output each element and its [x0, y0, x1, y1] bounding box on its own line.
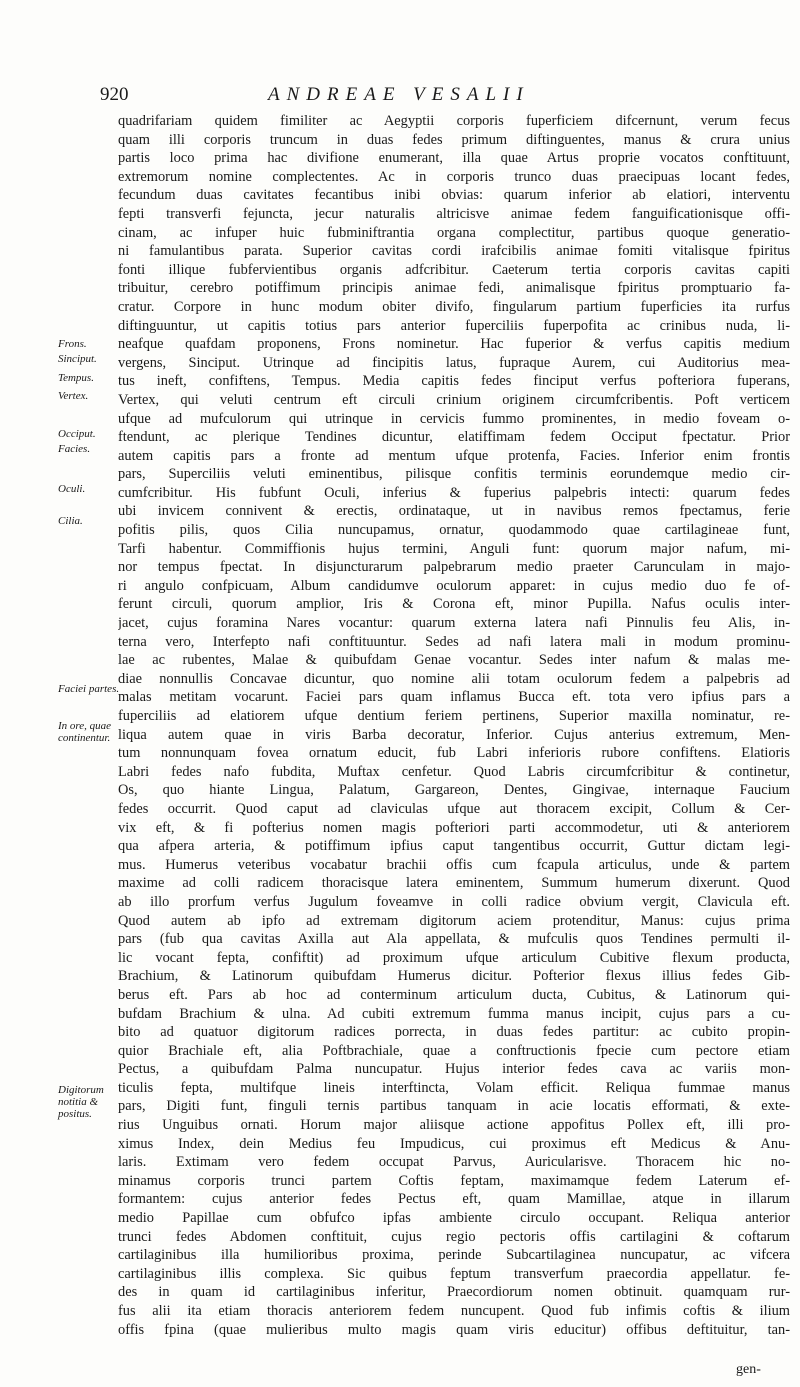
text-line: fepti transverfi fejuncta, jecur naturalis altricisve animae fedem fanguificationisque offi-: [118, 205, 790, 222]
text-line: pars, Digiti funt, finguli ternis partibus tanquam in acie locatis efformati, & exte-: [118, 1098, 790, 1115]
catchword: gen-: [736, 1362, 761, 1377]
text-line: mus. Humerus veteribus vocabatur brachii offis cum fcapula articulus, unde & partem: [118, 856, 790, 873]
text-line: Vertex, qui veluti centrum eft circuli crinium originem circumfcribentis. Poft verticem: [118, 391, 790, 408]
text-line: Os, quo hiante Lingua, Palatum, Gargareon, Dentes, Gingivae, internaque Faucium: [118, 782, 790, 799]
margin-note: Digitorum notitia & positus.: [58, 1084, 104, 1120]
text-line: cumfcribitur. His fubfunt Oculi, inferius & fuperius palpebris intecti: quarum fedes: [118, 484, 790, 501]
page-header: [100, 84, 780, 110]
text-line: medio Papillae cum obfufco ipfas ambiente circulo occupant. Reliqua anterior: [118, 1210, 790, 1227]
text-line: des in quam id cartilaginibus inferitur, Praecordiorum nomen obtinuit. quamquam rur-: [118, 1284, 790, 1301]
body-text: [118, 112, 790, 1339]
text-line: quior Brachiale eft, alia Poftbrachiale, quae a conftructionis fpecie cum pectore etiam: [118, 1042, 790, 1059]
text-line: Quod autem ab ipfo ad extremam digitorum aciem protenditur, Manus: cujus prima: [118, 912, 790, 929]
text-line: liqua autem quae in viris Barba decoratur, Inferior. Cujus anterius extremum, Men-: [118, 726, 790, 743]
text-line: maxime ad colli radicem thoracisque latera eminentem, Summum humerum dixerunt. Quod: [118, 875, 790, 892]
page-number: 920: [100, 84, 129, 105]
text-line: fecundum duas cavitates fecantibus inibi obvias: quarum inferior ab elatiori, interventu: [118, 187, 790, 204]
text-line: diae nonnullis Concavae dicuntur, quo nomine alii totam oculorum fedem a palpebris ad: [118, 670, 790, 687]
text-line: Pectus, a quibufdam Palma nuncupatur. Hujus interior fedes cava ac variis mon-: [118, 1061, 790, 1078]
text-line: tribuitur, cerebro potiffimum principis animae fedi, animalisque fpiritus promptuario fa-: [118, 280, 790, 297]
margin-note: Tempus.: [58, 372, 94, 384]
margin-note: Oculi.: [58, 483, 86, 495]
margin-note: In ore, quae continentur.: [58, 720, 112, 744]
text-line: Tarfi habentur. Commiffionis hujus termini, Anguli funt: quorum major nafum, mi-: [118, 540, 790, 557]
text-line: partis loco prima hac divifione enumerant, illa quae Artus proprie vocatos conftituunt,: [118, 150, 790, 167]
text-line: malas metitam vocarunt. Faciei pars quam inflamus Bucca eft. tota vero ipfius pars a: [118, 689, 790, 706]
margin-note: Cilia.: [58, 515, 83, 527]
text-line: vix eft, & fi pofterius nomen magis pofteriori parti accommodetur, uti & anteriorem: [118, 819, 790, 836]
text-line: ni famulantibus parata. Superior cavitas cordi irafcibilis animae fomiti vitalisque fpiritus: [118, 243, 790, 260]
text-line: qua afpera arteria, & potiffimum ipfius caput tangentibus occurrit, Guttur dictam legi-: [118, 838, 790, 855]
text-line: cartilaginibus illis complexa. Sic quibus feptum transverfum praecordia appellatur. fe-: [118, 1265, 790, 1282]
text-line: rius Unguibus ornati. Horum major aliisque actione appofitus Pollex eft, illi pro-: [118, 1117, 790, 1134]
text-line: bufdam Brachium & ulna. Ad cubiti extremum fumma manus incipit, cujus pars a cu-: [118, 1005, 790, 1022]
margin-note: Vertex.: [58, 390, 89, 402]
margin-note: Occiput.: [58, 428, 96, 440]
margin-note: Frons.: [58, 338, 87, 350]
margin-note: Faciei partes.: [58, 683, 120, 695]
text-line: fedes occurrit. Quod caput ad claviculas ufque aut thoracem excipit, Collum & Cer-: [118, 800, 790, 817]
text-line: terna vero, Interfepto nafi conftituuntur. Sedes ad nafi latera mali in modum prominu-: [118, 633, 790, 650]
text-line: cinam, ac infuper huic fubminiftrantia organa complectitur, partibus quoque generatio-: [118, 224, 790, 241]
text-line: Brachium, & Latinorum quibufdam Humerus dicitur. Pofterior flexus illius fedes Gib-: [118, 968, 790, 985]
text-line: extremorum nomine complectentes. Ac in corporis trunco duas praecipuas locant fedes,: [118, 168, 790, 185]
text-line: fonti illique fubfervientibus organis adfcribitur. Caeterum tertia corporis cavitas capiti: [118, 261, 790, 278]
running-title: ANDREAE VESALII: [268, 84, 530, 105]
text-line: laris. Extimam vero fedem occupat Parvus, Auricularisve. Thoracem hic no-: [118, 1154, 790, 1171]
text-line: minamus corporis trunci partem Coftis feptam, maximamque fedem Laterum ef-: [118, 1172, 790, 1189]
text-line: ticulis fepta, multifque lineis interftincta, Volam efficit. Reliqua fummae manus: [118, 1079, 790, 1096]
margin-note: Facies.: [58, 443, 91, 455]
text-line: pars, Superciliis veluti eminentibus, pilisque confitis terminis eorundemque medio cir-: [118, 466, 790, 483]
text-line: nor tempus fpectat. In disjuncturarum palpebrarum medio praeter Carunculam in majo-: [118, 559, 790, 576]
text-line: tus ineft, confiftens, Tempus. Media capitis fedes finciput verfus pofteriora fuperans,: [118, 373, 790, 390]
text-line: trunci fedes Abdomen conftituit, cujus regio pectoris offis cartilagini & coftarum: [118, 1228, 790, 1245]
text-line: bito ad quatuor digitorum radices porrecta, in duas fedes partitur: ac cubito propin-: [118, 1024, 790, 1041]
text-line: quadrifariam quidem fimiliter ac Aegyptii corporis fuperficiem difcernunt, verum fecus: [118, 113, 790, 129]
text-line: neafque quafdam proponens, Frons nominetur. Hac fuperior & verfus capitis medium: [118, 336, 790, 353]
text-line: lic vocant fepta, confiftit) ad proximum ufque articulum Cubitive flexum producta,: [118, 949, 790, 966]
text-line: ab illo prorfum verfus Jugulum foveamve in colli radice obvium vergit, Clavicula eft.: [118, 893, 790, 910]
text-line: cartilaginibus illa humilioribus proxima, perinde Subcartilaginea nuncupatur, ac vifcera: [118, 1247, 790, 1264]
text-line: formantem: cujus anterior fedes Pectus eft, quam Mamillae, atque in illarum: [118, 1191, 790, 1208]
text-line: vergens, Sinciput. Utrinque ad fincipitis latus, fupraque Aurem, cui Auditorius mea-: [118, 354, 790, 371]
text-line: ufque ad mufculorum qui utrinque in cervicis fummo prominentes, in medio foveam o-: [118, 410, 790, 427]
text-line: lae ac rubentes, Malae & quibufdam Genae vocantur. Sedes inter nafum & malas me-: [118, 652, 790, 669]
text-line: quam illi corporis truncum in duas fedes primum diftinguentes, manus & crura unius: [118, 131, 790, 148]
text-line: fuperciliis ad elatiorem ufque dentium feriem pertinens, Superior maxilla nominatur, re-: [118, 708, 790, 724]
text-line: ximus Index, dein Medius feu Impudicus, cui proximus eft Medicus & Anu-: [118, 1135, 790, 1152]
text-line: pars (fub qua cavitas Axilla aut Ala appellata, & mufculis quos Tendines permulti il-: [118, 931, 790, 948]
text-line: jacet, cujus foramina Nares vocantur: quarum externa latera nafi Pinnulis feu Alis, in-: [118, 615, 790, 632]
text-line: ubi invicem connivent & erectis, ordinataque, ut in navibus remos fpectamus, ferie: [118, 503, 790, 520]
text-line: ri angulo confpicuam, Album candidumve oculorum apparet: in cujus medio duo fe of-: [118, 577, 790, 594]
text-line: Labri fedes nafo fubdita, Muftax cenfetur. Quod Labris circumfcribitur & continetur,: [118, 763, 790, 780]
text-line: pofitis pilis, quos Cilia nuncupamus, ornatur, quodammodo quae cartilagineae funt,: [118, 522, 790, 539]
text-line: berus eft. Pars ab hoc ad conterminum articulum ducta, Cubitus, & Latinorum qui-: [118, 986, 790, 1003]
text-line: diftinguuntur, ut capitis totius pars anterior fuperciliis fuperpofita ac crinibus nuda, li-: [118, 317, 790, 334]
text-line: cratur. Corpore in hunc modum obiter divifo, fingularum partium fuperficies ita rurfus: [118, 298, 790, 315]
margin-note: Sinciput.: [58, 353, 97, 365]
text-line: fus alii ita etiam thoracis anteriorem fedem nuncupent. Quod fub infimis coftis & ilium: [118, 1303, 790, 1319]
text-line: ftendunt, ac plerique Tendines dicuntur, elatiffimam fedem Occiput fpectatur. Prior: [118, 429, 790, 446]
text-line: ferunt circuli, quorum amplior, Iris & Corona eft, minor Pupilla. Nafus oculis inter-: [118, 596, 790, 613]
text-line: tum nonnunquam fovea ornatum educit, fub Labri inferioris rubore confiftens. Elatioris: [118, 745, 790, 762]
text-line: autem capitis pars a fronte ad mentum ufque protenfa, Facies. Inferior enim frontis: [118, 447, 790, 464]
text-line: offis fpina (quae mulieribus multo magis quam viris educitur) offibus deftituitur, tan-: [118, 1321, 790, 1338]
